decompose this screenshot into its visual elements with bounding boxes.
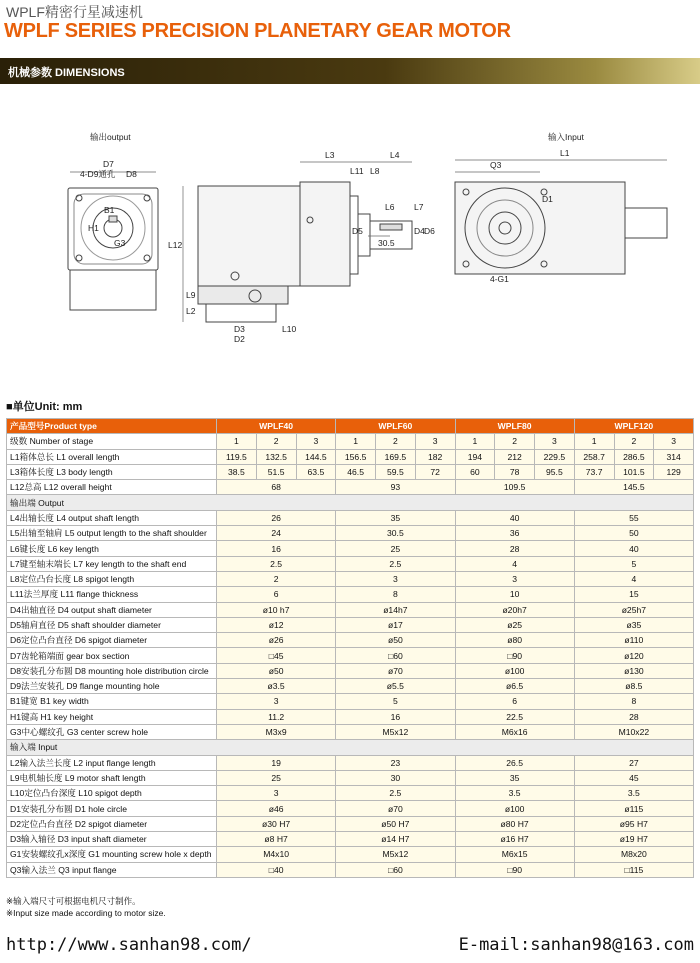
table-cell: ø70 (336, 801, 455, 816)
table-cell: ø25 (455, 617, 574, 632)
table-row (7, 587, 694, 602)
table-cell: 119.5 (217, 449, 257, 464)
table-cell: 212 (495, 449, 535, 464)
table-cell: 6 (455, 694, 574, 709)
title-english: WPLF SERIES PRECISION PLANETARY GEAR MOTOR (4, 20, 511, 42)
row-label: D1安装孔分布圆 D1 hole circle (7, 801, 217, 816)
table-cell: 6 (217, 587, 336, 602)
row-label: L6键长度 L6 key length (7, 541, 217, 556)
table-row (7, 633, 694, 648)
dim-l10: L10 (282, 324, 297, 334)
table-row (7, 862, 694, 877)
dim-l12: L12 (168, 240, 183, 250)
table-cell: □60 (336, 862, 455, 877)
table-cell: 101.5 (614, 464, 654, 479)
table-cell: 26.5 (455, 755, 574, 770)
table-cell: 4 (455, 556, 574, 571)
table-cell: 2.5 (336, 556, 455, 571)
model-header: WPLF40 (217, 419, 336, 434)
dim-l6: L6 (385, 202, 395, 212)
model-header: WPLF60 (336, 419, 455, 434)
table-cell: ø14h7 (336, 602, 455, 617)
table-cell: ø50 H7 (336, 816, 455, 831)
table-cell: 72 (415, 464, 455, 479)
table-cell: 156.5 (336, 449, 376, 464)
table-cell: 16 (336, 709, 455, 724)
dim-l2: L2 (186, 306, 196, 316)
table-cell: □90 (455, 648, 574, 663)
row-label: G1安装螺纹孔x深度 G1 mounting screw hole x depth (7, 847, 217, 862)
table-cell: ø70 (336, 663, 455, 678)
table-cell: ø50 (217, 663, 336, 678)
table-cell: 3.5 (574, 786, 693, 801)
table-cell: 1 (217, 434, 257, 449)
section-title: 机械参数 DIMENSIONS (8, 67, 125, 79)
table-cell: ø30 H7 (217, 816, 336, 831)
dim-d8: D8 (126, 169, 137, 179)
dim-d2: D2 (234, 334, 245, 344)
dim-d1: D1 (542, 194, 553, 204)
table-row (7, 480, 694, 495)
row-label: L3箱体长度 L3 body length (7, 464, 217, 479)
table-cell: 3 (455, 571, 574, 586)
table-cell: 25 (217, 770, 336, 785)
table-cell: ø3.5 (217, 679, 336, 694)
dim-q3: Q3 (490, 160, 502, 170)
table-cell: 28 (574, 709, 693, 724)
dim-d4: D4 (414, 226, 425, 236)
table-row (7, 755, 694, 770)
dim-d9: 4-D9通孔 (80, 169, 116, 179)
table-cell: M6x15 (455, 847, 574, 862)
row-label: H1键高 H1 key height (7, 709, 217, 724)
table-row (7, 694, 694, 709)
table-cell: 109.5 (455, 480, 574, 495)
dim-l8: L8 (370, 166, 380, 176)
output-view-label: 输出output (90, 132, 131, 142)
table-cell: 229.5 (535, 449, 575, 464)
table-cell: 45 (574, 770, 693, 785)
table-cell: 60 (455, 464, 495, 479)
table-cell: ø46 (217, 801, 336, 816)
table-cell: ø5.5 (336, 679, 455, 694)
row-label: B1键宽 B1 key width (7, 694, 217, 709)
dim-30-5: 30.5 (378, 238, 395, 248)
table-cell: ø6.5 (455, 679, 574, 694)
unit-label: ■单位Unit: mm (6, 401, 83, 413)
table-cell: 30.5 (336, 526, 455, 541)
model-header: WPLF80 (455, 419, 574, 434)
table-cell: M5x12 (336, 847, 455, 862)
table-cell: 8 (336, 587, 455, 602)
row-label: L1箱体总长 L1 overall length (7, 449, 217, 464)
table-cell: 194 (455, 449, 495, 464)
table-cell: ø14 H7 (336, 832, 455, 847)
footer-url[interactable]: http://www.sanhan98.com/ (6, 935, 252, 955)
model-header: WPLF120 (574, 419, 693, 434)
row-label: L7键至轴末端长 L7 key length to the shaft end (7, 556, 217, 571)
table-cell: 36 (455, 526, 574, 541)
table-cell: M10x22 (574, 724, 693, 739)
table-cell: 63.5 (296, 464, 336, 479)
section-label: 输入端 Input (7, 740, 694, 755)
table-cell: 40 (574, 541, 693, 556)
table-cell: ø16 H7 (455, 832, 574, 847)
table-cell: 78 (495, 464, 535, 479)
table-cell: 3 (296, 434, 336, 449)
row-label: L5出轴至轴肩 L5 output length to the shaft shoulder (7, 526, 217, 541)
table-cell: 182 (415, 449, 455, 464)
table-cell: 38.5 (217, 464, 257, 479)
row-label: L11法兰厚度 L11 flange thickness (7, 587, 217, 602)
row-label: D6定位凸台直径 D6 spigot diameter (7, 633, 217, 648)
table-cell: ø35 (574, 617, 693, 632)
table-cell: 28 (455, 541, 574, 556)
table-row (7, 786, 694, 801)
table-cell: ø50 (336, 633, 455, 648)
table-cell: □40 (217, 862, 336, 877)
row-label: D2定位凸台直径 D2 spigot diameter (7, 816, 217, 831)
table-cell: ø12 (217, 617, 336, 632)
table-row (7, 847, 694, 862)
table-cell: 73.7 (574, 464, 614, 479)
product-type-header: 产品型号Product type (7, 419, 217, 434)
table-cell: 258.7 (574, 449, 614, 464)
table-cell: 5 (336, 694, 455, 709)
table-cell: 35 (455, 770, 574, 785)
table-row (7, 709, 694, 724)
table-cell: 4 (574, 571, 693, 586)
table-cell: 15 (574, 587, 693, 602)
table-cell: ø8.5 (574, 679, 693, 694)
table-row (7, 770, 694, 785)
dim-l4: L4 (390, 150, 400, 160)
row-label: L2输入法兰长度 L2 input flange length (7, 755, 217, 770)
table-cell: 3 (535, 434, 575, 449)
row-label: L4出轴长度 L4 output shaft length (7, 510, 217, 525)
table-cell: 25 (336, 541, 455, 556)
dim-d7: D7 (103, 159, 114, 169)
table-cell: M8x20 (574, 847, 693, 862)
table-cell: 11.2 (217, 709, 336, 724)
table-cell: 1 (455, 434, 495, 449)
note-cn: ※输入端尺寸可根据电机尺寸制作。 (6, 896, 141, 906)
table-cell: 35 (336, 510, 455, 525)
row-label: L8定位凸台长度 L8 spigot length (7, 571, 217, 586)
table-row (7, 617, 694, 632)
table-cell: 51.5 (256, 464, 296, 479)
input-view-label: 输入Input (548, 132, 584, 142)
table-cell: 24 (217, 526, 336, 541)
table-cell: 46.5 (336, 464, 376, 479)
table-cell: 132.5 (256, 449, 296, 464)
table-cell: 93 (336, 480, 455, 495)
table-cell: 30 (336, 770, 455, 785)
table-cell: 40 (455, 510, 574, 525)
table-cell: 3 (654, 434, 694, 449)
table-cell: ø20h7 (455, 602, 574, 617)
table-cell: 55 (574, 510, 693, 525)
row-label: Q3输入法兰 Q3 input flange (7, 862, 217, 877)
table-row (7, 679, 694, 694)
table-cell: 3 (217, 786, 336, 801)
table-cell: 169.5 (376, 449, 416, 464)
table-row (7, 832, 694, 847)
table-cell: 3 (415, 434, 455, 449)
dim-b1: B1 (104, 205, 115, 215)
table-row (7, 556, 694, 571)
table-cell: 27 (574, 755, 693, 770)
table-row (7, 510, 694, 525)
dim-d6: D6 (424, 226, 435, 236)
row-label: D9法兰安装孔 D9 flange mounting hole (7, 679, 217, 694)
table-cell: ø80 H7 (455, 816, 574, 831)
table-cell: M4x10 (217, 847, 336, 862)
row-label: D7齿轮箱端面 gear box section (7, 648, 217, 663)
dim-g1: 4-G1 (490, 274, 509, 284)
table-row (7, 724, 694, 739)
row-label: G3中心螺纹孔 G3 center screw hole (7, 724, 217, 739)
table-cell: 145.5 (574, 480, 693, 495)
table-cell: ø17 (336, 617, 455, 632)
section-bar (0, 58, 700, 84)
table-cell: ø26 (217, 633, 336, 648)
section-label: 输出端 Output (7, 495, 694, 510)
table-cell: 50 (574, 526, 693, 541)
row-label: D5轴肩直径 D5 shaft shoulder diameter (7, 617, 217, 632)
table-cell: □90 (455, 862, 574, 877)
table-cell: 26 (217, 510, 336, 525)
table-header-row (7, 419, 694, 434)
table-cell: 8 (574, 694, 693, 709)
table-cell: 23 (336, 755, 455, 770)
table-cell: 2 (376, 434, 416, 449)
dim-d3: D3 (234, 324, 245, 334)
row-label: L12总高 L12 overall height (7, 480, 217, 495)
table-row (7, 602, 694, 617)
table-cell: 2 (217, 571, 336, 586)
table-cell: 68 (217, 480, 336, 495)
dim-l11: L11 (350, 166, 364, 176)
table-row (7, 541, 694, 556)
table-cell: M3x9 (217, 724, 336, 739)
row-label: L10定位凸台深度 L10 spigot depth (7, 786, 217, 801)
table-cell: 2.5 (217, 556, 336, 571)
table-cell: □60 (336, 648, 455, 663)
note-en: ※Input size made according to motor size. (6, 908, 166, 918)
row-label: 级数 Number of stage (7, 434, 217, 449)
table-row (7, 464, 694, 479)
table-cell: ø19 H7 (574, 832, 693, 847)
table-row (7, 648, 694, 663)
table-cell: ø110 (574, 633, 693, 648)
dim-l7: L7 (414, 202, 424, 212)
table-cell: 129 (654, 464, 694, 479)
table-cell: ø100 (455, 663, 574, 678)
table-cell: 5 (574, 556, 693, 571)
table-cell: 3.5 (455, 786, 574, 801)
table-cell: 2 (495, 434, 535, 449)
table-cell: 59.5 (376, 464, 416, 479)
dim-d5: D5 (352, 226, 363, 236)
row-label: D8安装孔分布圆 D8 mounting hole distribution circle (7, 663, 217, 678)
table-cell: 286.5 (614, 449, 654, 464)
table-cell: 22.5 (455, 709, 574, 724)
table-cell: 16 (217, 541, 336, 556)
table-cell: ø25h7 (574, 602, 693, 617)
table-cell: ø115 (574, 801, 693, 816)
table-cell: M6x16 (455, 724, 574, 739)
title-chinese: WPLF精密行星减速机 (6, 4, 143, 20)
table-cell: 3 (217, 694, 336, 709)
technical-drawing (0, 88, 700, 388)
table-cell: 2 (256, 434, 296, 449)
dim-l3: L3 (325, 150, 335, 160)
table-cell: ø10 h7 (217, 602, 336, 617)
table-cell: ø130 (574, 663, 693, 678)
row-label: D4出轴直径 D4 output shaft diameter (7, 602, 217, 617)
table-row (7, 663, 694, 678)
table-cell: 3 (336, 571, 455, 586)
dim-l9: L9 (186, 290, 196, 300)
table-cell: ø100 (455, 801, 574, 816)
table-row (7, 434, 694, 449)
table-cell: 1 (336, 434, 376, 449)
dim-g3: G3 (114, 238, 126, 248)
section-row (7, 740, 694, 755)
table-cell: ø95 H7 (574, 816, 693, 831)
section-row (7, 495, 694, 510)
table-cell: ø8 H7 (217, 832, 336, 847)
notes (6, 895, 166, 919)
table-row (7, 801, 694, 816)
table-cell: 144.5 (296, 449, 336, 464)
dim-h1: H1 (88, 223, 99, 233)
table-cell: □115 (574, 862, 693, 877)
table-row (7, 571, 694, 586)
table-cell: 2.5 (336, 786, 455, 801)
spec-table (6, 418, 694, 878)
table-cell: 19 (217, 755, 336, 770)
table-row (7, 816, 694, 831)
row-label: L9电机轴长度 L9 motor shaft length (7, 770, 217, 785)
footer-email[interactable]: E-mail:sanhan98@163.com (458, 935, 694, 955)
table-cell: □45 (217, 648, 336, 663)
table-cell: 2 (614, 434, 654, 449)
table-cell: 1 (574, 434, 614, 449)
table-row (7, 526, 694, 541)
table-cell: M5x12 (336, 724, 455, 739)
table-cell: 314 (654, 449, 694, 464)
table-cell: ø80 (455, 633, 574, 648)
table-cell: 95.5 (535, 464, 575, 479)
table-cell: 10 (455, 587, 574, 602)
table-cell: ø120 (574, 648, 693, 663)
table-row (7, 449, 694, 464)
row-label: D3输入轴径 D3 input shaft diameter (7, 832, 217, 847)
dim-l1: L1 (560, 148, 570, 158)
